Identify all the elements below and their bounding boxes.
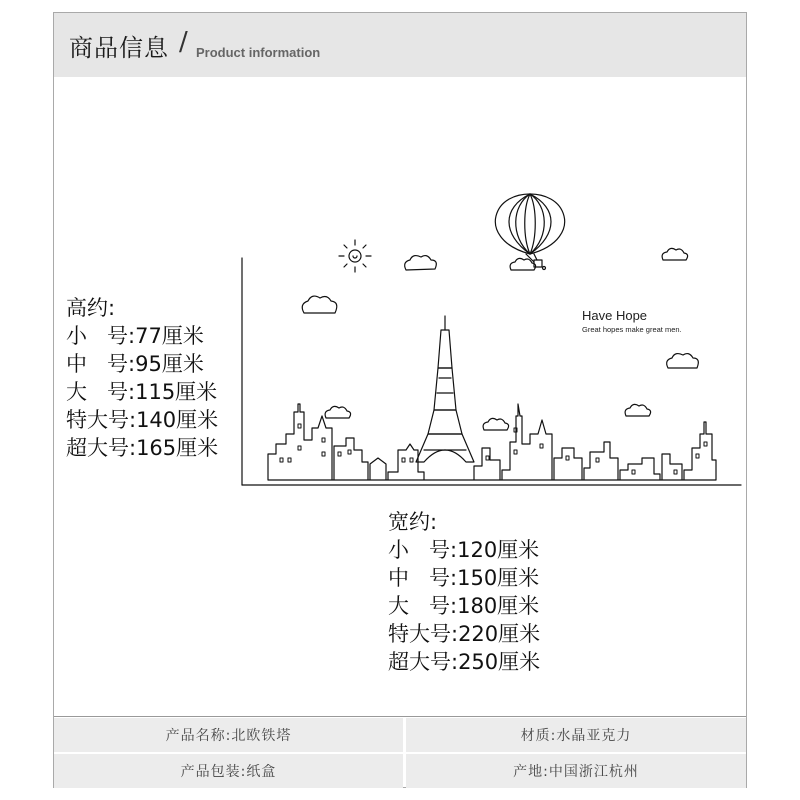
width-spec-title: 宽约: [388, 510, 438, 534]
cloud-icon [302, 296, 337, 313]
hot-air-balloon-icon [495, 194, 564, 270]
height-spec-row: 大 号:115厘米 [66, 380, 218, 404]
width-spec-row: 中 号:150厘米 [388, 566, 540, 590]
origin: 产地:中国浙江杭州 [513, 764, 639, 780]
width-spec-row: 特大号:220厘米 [388, 622, 541, 646]
height-spec-title: 高约: [66, 296, 116, 320]
width-spec-row: 小 号:120厘米 [388, 538, 540, 562]
origin-cell [406, 754, 746, 788]
package-cell [54, 754, 403, 788]
section-title: 商品信息 [69, 34, 169, 62]
sun-icon [339, 240, 371, 272]
illustration-subheading: Great hopes make great men. [582, 325, 682, 334]
height-spec-row: 特大号:140厘米 [66, 408, 219, 432]
building-windows [280, 424, 707, 474]
cloud-icon [625, 404, 651, 416]
cloud-icon [405, 256, 437, 270]
eiffel-tower-icon [416, 316, 474, 462]
material: 材质:水晶亚克力 [520, 728, 632, 744]
height-spec [66, 294, 218, 462]
cloud-icon [325, 406, 351, 418]
package: 产品包装:纸盒 [180, 764, 277, 780]
height-spec-row: 小 号:77厘米 [66, 324, 204, 348]
width-spec-row: 大 号:180厘米 [388, 594, 540, 618]
height-spec-row: 中 号:95厘米 [66, 352, 204, 376]
illustration-heading: Have Hope [582, 308, 648, 323]
product-info-table [54, 716, 746, 788]
height-spec-row: 超大号:165厘米 [66, 436, 219, 460]
paris-skyline-illustration [238, 188, 743, 490]
cloud-icon [667, 354, 699, 368]
cloud-icon [483, 418, 509, 430]
product-name: 产品名称:北欧铁塔 [165, 728, 292, 744]
cloud-icon [662, 248, 688, 260]
section-header [54, 13, 746, 77]
width-spec [388, 508, 540, 676]
section-subtitle: Product information [196, 45, 321, 60]
material-cell [406, 718, 746, 752]
width-spec-row: 超大号:250厘米 [388, 650, 541, 674]
product-name-cell [54, 718, 403, 752]
title-divider: / [179, 27, 188, 57]
table-divider [54, 716, 746, 717]
